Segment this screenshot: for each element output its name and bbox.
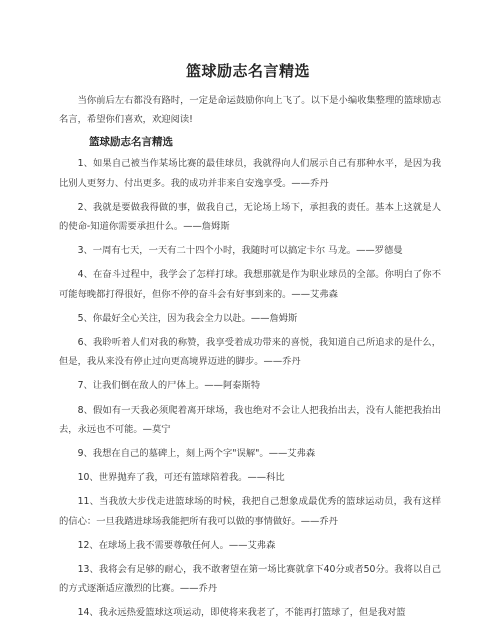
quote-item: 4、在奋斗过程中，我学会了怎样打球。我想那就是作为职业球员的全部。你明白了你不可能每晚都打得很好，但你不停的奋斗会有好事到来的。——艾弗森 — [59, 269, 441, 300]
document-body — [59, 91, 441, 628]
quote-item: 8、假如有一天我必须爬着离开球场，我也绝对不会让人把我抬出去，没有人能把我抬出去，永远也不可能。—莫宁 — [59, 404, 441, 435]
quote-item: 3、一周有七天，一天有二十四个小时，我随时可以搞定卡尔 马龙。——罗德曼 — [77, 245, 403, 257]
quote-item: 6、我聆听着人们对我的称赞，我享受着成功带来的喜悦，我知道自己所追求的是什么，但是，我从来没有停止过向更高境界迈进的脚步。——乔丹 — [59, 337, 441, 368]
quote-item: 2、我就是要做我得做的事，做我自己，无论场上场下，承担我的责任。基本上这就是人的使命-知道你需要承担什么。——詹姆斯 — [59, 201, 441, 233]
quote-item: 11、当我放大步伐走进篮球场的时候，我把自己想象成最优秀的篮球运动员，我有这样的信心：一旦我踏进球场我能把所有我可以做的事情做好。——乔丹 — [59, 496, 441, 527]
quote-item: 9、我想在自己的墓碑上，刻上两个字"误解"。——艾弗森 — [77, 448, 316, 460]
quote-item: 1、如果自己被当作某场比赛的最佳球员，我就得向人们展示自己有那种水平，是因为我比别人更努力、付出更多。我的成功并非来自安逸享受。——乔丹 — [59, 158, 441, 189]
document-title: 篮球励志名言精选 — [185, 62, 310, 80]
quote-item: 5、你最好全心关注，因为我会全力以赴。——詹姆斯 — [77, 312, 298, 324]
quote-item: 7、让我们倒在敌人的尸体上。——阿泰斯特 — [77, 380, 261, 392]
quote-item: 10、世界抛弃了我，可还有篮球陪着我。——科比 — [77, 472, 285, 484]
section-heading: 篮球励志名言精选 — [89, 136, 173, 149]
quote-item: 12、在球场上我不需要尊敬任何人。——艾弗森 — [77, 539, 276, 551]
intro-paragraph: 当你前后左右都没有路时，一定是命运鼓励你向上飞了。以下是小编收集整理的篮球励志名言，希望你们喜欢，欢迎阅读! — [59, 95, 441, 126]
quote-list — [59, 154, 441, 622]
quote-item: 13、我将会有足够的耐心，我不敢奢望在第一场比赛就拿下40分或者50分。我将以自己的方式逐渐适应激烈的比赛。——乔丹 — [59, 564, 441, 595]
quote-item: 14、我永远热爱篮球这项运动，即使将来我老了，不能再打篮球了，但是我对篮 — [77, 607, 406, 619]
